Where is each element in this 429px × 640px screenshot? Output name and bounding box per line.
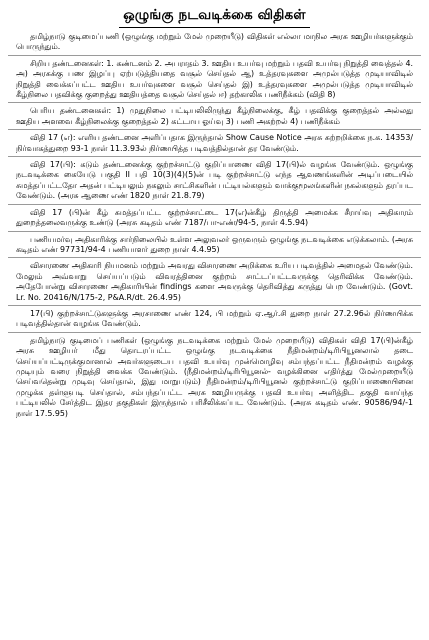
paragraph: சிறிய தண்டனைகள்: 1. கண்டனம் 2. அபராதம் 3. ஊதிய உயர்வு மற்றும் பதவி உயர்வு நிறுத்தி வைத்தல் 4. அ) அரசுக்கு பண இழப்பு ஏற்படுத்தியதை வசூல் செய்தல் ஆ) உத்தரவுகளை அமுல்படுத்த முடியாவிடில் நிறுத்தி வைக்கப்பட்ட ஊதிய உயர்வுகளை வசூல் செய்தல் இ) உத்தரவுகளை அமுல்படுத்த முடியாவிடில் கீழ்நிலை பதவிக்கு குறைத்து ஊதியத்தை வசூல் செய்தல் ஈ) தற்காலிக பணிநீக்கம் (விதி 8) xyxy=(16,58,413,100)
rule-block-17b-revision xyxy=(8,207,421,232)
rule-block-applicability xyxy=(8,31,421,56)
paragraph: 17(பி) குற்றச்சாட்டுகளுக்கு அரசாணை எண் 124, பி மற்றும் ஏ.ஆர்.சி துறை நாள் 27.2.96ல் நிர்ணயிக்க படிவத்தில்தான் வழங்க வேண்டும். xyxy=(16,308,413,329)
paragraph: தமிழ்நாடு குடிமைப் பணிகள் (ஒழுங்கு நடவடிக்கை மற்றும் மேல் முறையீடு) விதிகள் விதி 17(பி)ன்கீழ் அரசு ஊழியர் மீது தொடரப்பட்ட ஒழுங்கு நடவடிக்கை நீதிமன்றம்/டிரிபியூனலால் தடை செய்யப்பட்டிருக்குமானால் அவர்களுடைய பதவி உயர்வு முன்மொழிவு சம்பந்தப்பட்ட நீதிமன்றம் வழக்கு முடியும் வரை நிறுத்தி வைக்க வேண்டும். (நீதிமன்றம்/டிரிபியூனல்- வழக்கினை எதிர்த்து மேல்முறையீடு செய்வதென்று முடிவு செய்தால், இது மாறுபடும்) நீதிமன்றம்/டிரிபியூனல் குற்றச்சாட்டு குறிப்பாணையினை முழுக்க தள்ளுபடி செய்தால், சம்பந்தப்பட்ட அரசு ஊழியருக்கு பதவி உயர்வு அளித்திட தகுதி வாய்ந்த பட்டியலில் சேர்த்திட இதர தகுதிகள் இருந்தால் பரிசீலிக்கப்பட வேண்டும். (அரசு கடிதம் எண். 90586/94/-1 நாள் 17.5.95) xyxy=(16,335,413,418)
rule-block-17a xyxy=(8,132,421,157)
rule-block-minor-penalties xyxy=(8,58,421,104)
rule-block-subordinate-officer xyxy=(8,234,421,259)
paragraph: தமிழ்நாடு குடிமைப்பணி (ஒழுங்கு மற்றும் மேல் முறையீடு) விதிகள் எல்லா மாநில அரசு ஊழியர்களுக்கும் பொருந்தும். xyxy=(16,32,413,52)
paragraph: பணியமர்வு அதிகாரிக்கு சார்நிலையில் உள்ள அலுவலர் ஒருவரும் ஒழுங்கு நடவடிக்கை எடுக்கலாம். (அரசு கடிதம் எண் 97731/94-4 பணியாளர் துறை நாள் 4.4.95) xyxy=(16,234,413,254)
rule-block-major-penalties xyxy=(8,105,421,130)
paragraph: விதி 17 (பி)ன் கீழ் சுமத்தப்பட்ட குற்றச்சாட்டை 17(எ)ன்கீழ் திருத்தி அமைக்க சீராய்வு அதிகாரம் துறைத்தலைவருக்கு உண்டு (அரசு கடிதம் எண் 7187/பா-எண்/94-5, நாள் 4.5.94) xyxy=(16,207,413,228)
rule-block-inquiry-officer xyxy=(8,260,421,306)
rule-block-17b-charges-format xyxy=(8,308,421,333)
paragraph: விதி 17(பி): கடும் தண்டனைக்கு குற்றச்சாட்டு குறிப்பாணை விதி 17(பி)ல் வழங்க வேண்டும். ஒழுங்கு நடவடிக்கை கையேடு பகுதி II பதி 10(3)(4)(5)ன் படி குற்றச்சாட்டு எந்த ஆவணங்களின் அடிப்படையில் சுமத்தப்பட்டதோ அதன் பட்டியலும் நகலும் சாட்சிகளின் பட்டியல்களும் வாக்குமூலங்களின் நகல்களும் தரப்பட வேண்டும். (அரசு ஆணை எண் 1820 நாள் 21.8.79) xyxy=(16,160,413,201)
rule-block-promotion xyxy=(8,335,421,421)
paragraph: விசாரணை அதிகாரி நியமனம் மற்றும் அவரது விசாரணை அறிக்கை உரிய படிவத்தில் அமைதல் வேண்டும். மேலும் அவ்வாறு செய்யப்படும் விவரத்தினை குற்றம் சாட்டப்பட்டவருக்கு தெரிவிக்க வேண்டும். அதேபோன்று விசாரணை அதிகாரியின் findings களை அவருக்கு தெரிவித்து கருத்து பெற வேண்டும். (Govt. Lr. No. 20416/N/175-2, P&A.R/dt. 26.4.95) xyxy=(16,261,413,302)
paragraph: விதி 17 (எ): எளிய தண்டனை அளிப்பதாக இருந்தால் Show Cause Notice அரசு சுற்றறிக்கை ந.க. 14353/நிர்வாகத்துறை 93-1 நாள் 11.3.93ல் நிர்ணயித்த படிவத்தில்தான் தர வேண்டும். xyxy=(16,133,413,153)
title-area xyxy=(8,4,421,28)
paragraph: பெரிய தண்டனைகள்: 1) முதுநிலை பட்டியலிலிருந்து கீழ்நிலைக்கு, கீழ் பதவிக்கு குறைத்தல் அல்லது ஊதிய அளவை கீழ்நிலைக்கு குறைத்தல் 2) கட்டாய ஓய்வு 3) பணி அகற்றல் 4) பணிநீக்கம் xyxy=(16,106,413,126)
page-title: ஒழுங்கு நடவடிக்கை விதிகள் xyxy=(119,7,309,28)
rule-block-17b xyxy=(8,159,421,205)
